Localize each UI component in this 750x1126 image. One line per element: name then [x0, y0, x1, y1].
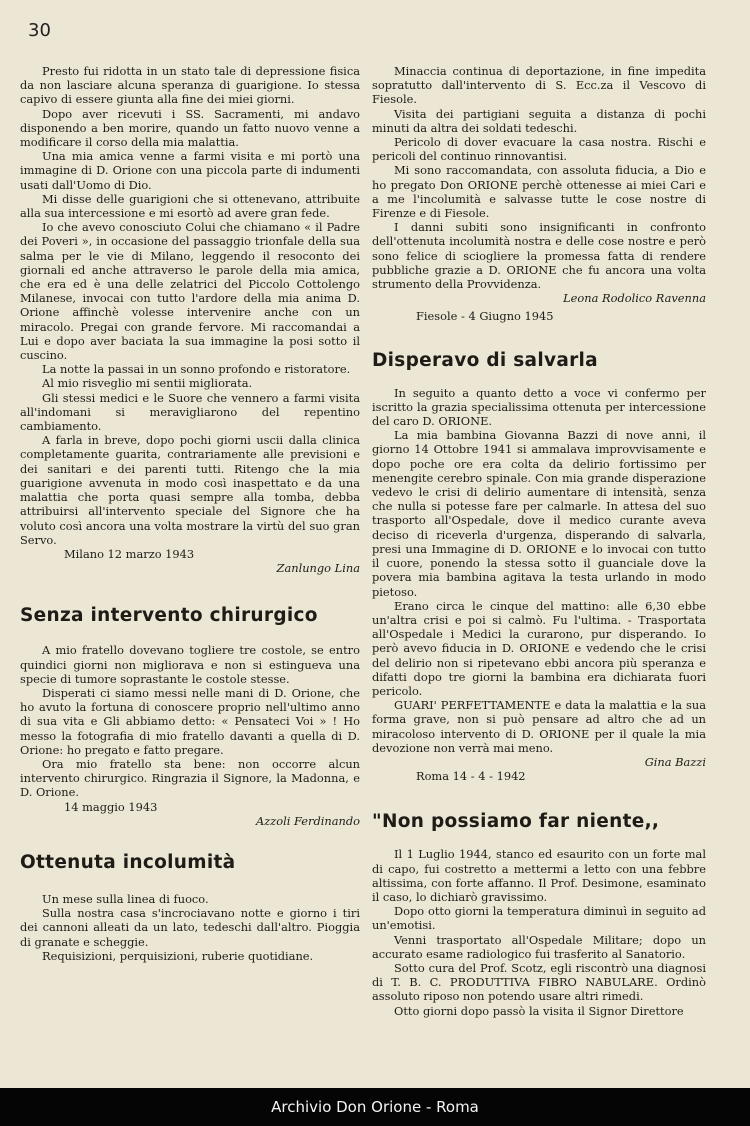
paragraph: Venni trasportato all'Ospedale Militare; dopo un accurato esame radiologico fui trasferito al Sanatorio. — [372, 932, 706, 961]
letter-date: Milano 12 marzo 1943 — [64, 546, 195, 561]
paragraph: Presto fui ridotta in un stato tale di depressione fisica da non lasciare alcuna speranza di guarigione. Io stessa capivo di essere giunta alla fine dei miei giorni. — [20, 64, 360, 107]
paragraph: Requisizioni, perquisizioni, ruberie quotidiane. — [42, 948, 314, 963]
paragraph: I danni subiti sono insignificanti in confronto dell'ottenuta incolumità nostra e delle cose nostre e però sono felice di sciogliere la promessa fatta di rendere pubbliche grazie a D. ORIONE che fu ancora una volta strumento della Provvidenza. — [372, 220, 706, 292]
left-column — [20, 64, 360, 963]
letter-date: Roma 14 - 4 - 1942 — [416, 769, 526, 784]
page-number: 30 — [28, 20, 51, 41]
letter-date: Fiesole - 4 Giugno 1945 — [416, 309, 554, 324]
paragraph: Io che avevo conosciuto Colui che chiamano « il Padre dei Poveri », in occasione del passaggio trionfale della sua salma per le vie di Milano, leggendo il resoconto dei giornali ed anche attraverso le parole della mia amica, che era ed è una delle zelatrici del Piccolo Cottolengo Milanese, invocai con tutto l'ardore della mia anima D. Orione affinchè volesse intervenire anche con un miracolo. Pregai con grande fervore. Mi raccomandai a Lui e dopo aver baciata la sua immagine la posi sotto il cuscino. — [20, 220, 360, 363]
paragraph: Erano circa le cinque del mattino: alle 6,30 ebbe un'altra crisi e poi si calmò. Fu l'ultima. - Trasportata all'Ospedale i Medici la curarono, pur disperando. Io però avevo fiducia in D. ORIONE e vedendo che le crisi del delirio non si ripetevano ebbi ancora più speranza e difatti dopo tre giorni la bambina era dichiarata fuori pericolo. — [372, 598, 706, 698]
paragraph: La mia bambina Giovanna Bazzi di nove anni, il giorno 14 Ottobre 1941 si ammalava improvvisamente e dopo poche ore era colta da delirio fortissimo per menengite cerebro spinale. Con mia grande disperazione vedevo le crisi di delirio aumentare di intensità, senza che nulla si potesse fare per calmarle. In attesa del suo trasporto all'Ospedale, dove il medico curante aveva deciso di riceverla d'urgenza, disperando di salvarla, presi una Immagine di D. ORIONE e lo invocai con tutto il cuore, ponendo la stessa sotto il guanciale dove la povera mia bambina agitava la testa urlando in modo pietoso. — [372, 428, 706, 599]
paragraph: GUARI' PERFETTAMENTE e data la malattia e la sua forma grave, non si può pensare ad altro che ad un miracoloso intervento di D. ORIONE per il quale la mia devozione non verrà mai meno. — [372, 698, 706, 755]
paragraph: Minaccia continua di deportazione, in fine impedita sopratutto dall'intervento di S. Ecc.za il Vescovo di Fiesole. — [372, 64, 706, 107]
archive-credit: Archivio Don Orione - Roma — [271, 1098, 479, 1116]
paragraph: Il 1 Luglio 1944, stanco ed esaurito con un forte mal di capo, fui costretto a mettermi a letto con una febbre altissima, con forte affanno. Il Prof. Desimone, esaminato il caso, lo dichiarò gravissimo. — [372, 847, 706, 904]
paragraph: Pericolo di dover evacuare la casa nostra. Rischi e pericoli del continuo rinnovantisi. — [372, 135, 706, 164]
paragraph: Ora mio fratello sta bene: non occorre alcun intervento chirurgico. Ringrazia il Signore, la Madonna, e D. Orione. — [20, 756, 360, 800]
section-title: "Non possiamo far niente,, — [372, 811, 660, 833]
paragraph: Al mio risveglio mi sentii migliorata. — [42, 376, 253, 391]
archive-footer — [0, 1088, 750, 1126]
section-title: Disperavo di salvarla — [372, 349, 598, 371]
paragraph: Dopo aver ricevuti i SS. Sacramenti, mi andavo disponendo a ben morire, quando un fatto nuovo venne a modificare il corso della mia malattia. — [20, 106, 360, 150]
paragraph: Sulla nostra casa s'incrociavano notte e giorno i tiri dei cannoni alleati da un lato, tedeschi dall'altro. Pioggia di granate e scheggie. — [20, 906, 360, 949]
letter-date: 14 maggio 1943 — [64, 799, 158, 814]
paragraph: Mi disse delle guarigioni che si ottenevano, attribuite alla sua intercessione e mi esortò ad avere gran fede. — [20, 191, 360, 221]
paragraph: Dopo otto giorni la temperatura diminuì in seguito ad un'emotisi. — [372, 904, 706, 933]
paragraph: Mi sono raccomandata, con assoluta fiducia, a Dio e ho pregato Don ORIONE perchè ottenesse ai miei Cari e a me l'incolumità e salvasse tutte le cose nostre di Firenze e di Fiesole. — [372, 163, 706, 221]
paragraph: Un mese sulla linea di fuoco. — [42, 891, 209, 906]
paragraph: Disperati ci siamo messi nelle mani di D. Orione, che ho avuto la fortuna di conoscere proprio nell'ultimo anno di sua vita e Gli abbiamo detto: « Pensateci Voi » ! Ho messo la fotografia di mio fratello davanti a quella di D. Orione: ho pregato e fatto pregare. — [20, 685, 360, 757]
section-title: Senza intervento chirurgico — [20, 605, 318, 627]
paragraph: In seguito a quanto detto a voce vi confermo per iscritto la grazia specialissima ottenuta per intercessione del caro D. ORIONE. — [372, 385, 706, 429]
paragraph: Visita dei partigiani seguita a distanza di pochi minuti da altra dei soldati tedeschi. — [372, 106, 706, 135]
paragraph: Una mia amica venne a farmi visita e mi portò una immagine di D. Orione con una piccola parte di indumenti usati dall'Uomo di Dio. — [20, 149, 360, 192]
letter-signature: Azzoli Ferdinando — [255, 813, 360, 828]
paragraph: La notte la passai in un sonno profondo e ristoratore. — [42, 362, 351, 377]
letter-signature: Leona Rodolico Ravenna — [563, 291, 706, 306]
letter-signature: Gina Bazzi — [644, 754, 706, 769]
paragraph: A farla in breve, dopo pochi giorni uscii dalla clinica completamente guarita, contrariamente alle previsioni e dei sanitari e dei parenti tutti. Ritengo che la mia guarigione avvenuta in modo così inaspettato e da una malattia che porta quasi sempre alla tomba, debba attribuirsi all'intervento speciale del Signore che ha voluto così ancora una volta mostrare la virtù del suo gran Servo. — [20, 433, 360, 547]
letter-signature: Zanlungo Lina — [276, 561, 360, 576]
section-title: Ottenuta incolumità — [20, 851, 236, 873]
paragraph: Otto giorni dopo passò la visita il Signor Direttore — [394, 1003, 684, 1018]
paragraph: Sotto cura del Prof. Scotz, egli riscontrò una diagnosi di T. B. C. PRODUTTIVA FIBRO NABULARE. Ordinò assoluto riposo non potendo usare altri rimedi. — [372, 960, 706, 1004]
right-column — [372, 64, 706, 1018]
paragraph: Gli stessi medici e le Suore che vennero a farmi visita all'indomani si meravigliarono del repentino cambiamento. — [20, 390, 360, 434]
paragraph: A mio fratello dovevano togliere tre costole, se entro quindici giorni non migliorava e non si estingueva una specie di tumore soprastante le costole stesse. — [20, 643, 360, 686]
